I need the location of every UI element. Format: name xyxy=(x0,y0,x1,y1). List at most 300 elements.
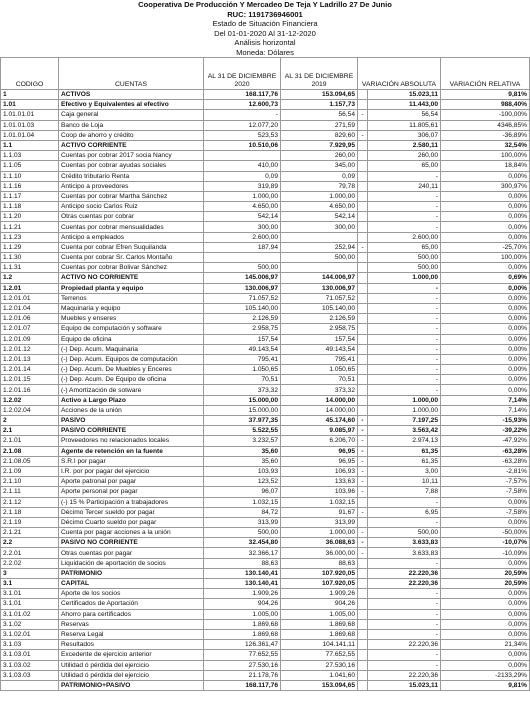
account-name: (-) Amortización de sotware xyxy=(59,385,204,395)
table-row xyxy=(1,670,530,680)
account-name: Caja general xyxy=(59,110,204,120)
table-row xyxy=(1,191,530,201)
account-code: 1.2.01.04 xyxy=(1,303,59,313)
variation-sign xyxy=(358,375,368,385)
table-row xyxy=(1,303,530,313)
amount-2019: 133,63 xyxy=(281,477,358,487)
account-name: Muebles y enseres xyxy=(59,314,204,324)
account-name: Anticipo a proveedores xyxy=(59,181,204,191)
variation-relative: 7,14% xyxy=(441,405,530,415)
variation-sign: - xyxy=(358,477,368,487)
variation-sign xyxy=(358,263,368,273)
account-code: 1.1.10 xyxy=(1,171,59,181)
variation-relative: 0,00% xyxy=(441,365,530,375)
account-name: Ahorro para certificados xyxy=(59,609,204,619)
variation-sign xyxy=(358,334,368,344)
account-name: (-) Dep. Acum. De Equipo de oficina xyxy=(59,375,204,385)
amount-2019: 2.958,75 xyxy=(281,324,358,334)
account-code: 1.2 xyxy=(1,273,59,283)
table-row xyxy=(1,497,530,507)
amount-2020: 103,93 xyxy=(204,466,281,476)
variation-relative: -10,09% xyxy=(441,548,530,558)
amount-2019: 88,63 xyxy=(281,558,358,568)
amount-2020: 1.869,68 xyxy=(204,619,281,629)
variation-sign xyxy=(358,568,368,578)
variation-sign xyxy=(358,629,368,639)
variation-relative: -2,81% xyxy=(441,466,530,476)
variation-absolute: 15.023,11 xyxy=(368,680,441,690)
table-row xyxy=(1,640,530,650)
col-header-2019: AL 31 DE DICIEMBRE 2019 xyxy=(281,58,358,90)
variation-relative: 100,00% xyxy=(441,151,530,161)
account-code: 1.2.01.07 xyxy=(1,324,59,334)
account-code: 3.1.03.02 xyxy=(1,660,59,670)
amount-2019: 260,00 xyxy=(281,151,358,161)
table-row xyxy=(1,680,530,690)
amount-2020: 130.006,97 xyxy=(204,283,281,293)
variation-sign xyxy=(358,619,368,629)
account-code: 3.1.02 xyxy=(1,619,59,629)
variation-absolute: 500,00 xyxy=(368,528,441,538)
amount-2019: 252,94 xyxy=(281,242,358,252)
amount-2019: 77.652,55 xyxy=(281,650,358,660)
account-name: Equipo de oficina xyxy=(59,334,204,344)
amount-2020: 5.522,55 xyxy=(204,426,281,436)
variation-relative: 0,00% xyxy=(441,324,530,334)
amount-2019: 1.909,26 xyxy=(281,589,358,599)
variation-relative: 0,00% xyxy=(441,344,530,354)
account-code: 1 xyxy=(1,90,59,100)
table-row xyxy=(1,334,530,344)
amount-2020: 10.510,06 xyxy=(204,140,281,150)
account-code: 1.2.01.15 xyxy=(1,375,59,385)
account-name: Reservas xyxy=(59,619,204,629)
variation-absolute: 1.000,00 xyxy=(368,395,441,405)
table-row xyxy=(1,151,530,161)
account-name: Resultados xyxy=(59,640,204,650)
amount-2020 xyxy=(204,253,281,263)
table-row xyxy=(1,385,530,395)
account-code: 2.1.19 xyxy=(1,517,59,527)
variation-sign xyxy=(358,100,368,110)
variation-relative: 20,59% xyxy=(441,579,530,589)
variation-relative: 21,34% xyxy=(441,640,530,650)
account-name: PASIVO NO CORRIENTE xyxy=(59,538,204,548)
amount-2019: 542,14 xyxy=(281,212,358,222)
amount-2020: 35,60 xyxy=(204,456,281,466)
account-code: 2.1.11 xyxy=(1,487,59,497)
account-code: 3.1.03 xyxy=(1,640,59,650)
variation-absolute: 22.220,36 xyxy=(368,568,441,578)
variation-relative: -63,28% xyxy=(441,456,530,466)
variation-sign xyxy=(358,202,368,212)
amount-2020: 1.869,68 xyxy=(204,629,281,639)
table-row xyxy=(1,517,530,527)
account-code: 1.01 xyxy=(1,100,59,110)
amount-2019: 103,96 xyxy=(281,487,358,497)
amount-2019: 1.869,68 xyxy=(281,629,358,639)
report-period: Del 01-01-2020 Al 31-12-2020 xyxy=(214,28,316,38)
variation-absolute: - xyxy=(368,517,441,527)
account-name: Cuentas por cobrar mensualidades xyxy=(59,222,204,232)
variation-sign: - xyxy=(358,416,368,426)
account-name: Equipo de computación y software xyxy=(59,324,204,334)
amount-2019: 1.869,68 xyxy=(281,619,358,629)
variation-relative: 0,00% xyxy=(441,202,530,212)
variation-relative: 0,00% xyxy=(441,222,530,232)
table-row xyxy=(1,528,530,538)
account-code: 2 xyxy=(1,416,59,426)
variation-sign xyxy=(358,344,368,354)
amount-2019: 153.094,65 xyxy=(281,90,358,100)
account-code: 2.1.12 xyxy=(1,497,59,507)
amount-2020: 1.000,00 xyxy=(204,191,281,201)
variation-relative: 9,81% xyxy=(441,680,530,690)
variation-sign xyxy=(358,599,368,609)
amount-2019: 107.920,05 xyxy=(281,568,358,578)
col-header-abs-variation: VARIACIÓN ABSOLUTA xyxy=(358,58,441,90)
amount-2019: 373,32 xyxy=(281,385,358,395)
variation-absolute: - xyxy=(368,589,441,599)
table-row xyxy=(1,100,530,110)
variation-sign: - xyxy=(358,110,368,120)
table-row xyxy=(1,324,530,334)
variation-sign xyxy=(358,181,368,191)
account-code: 3.1.01.02 xyxy=(1,609,59,619)
amount-2019: 1.041,60 xyxy=(281,670,358,680)
account-code: 1.1.05 xyxy=(1,161,59,171)
variation-relative: 0,00% xyxy=(441,589,530,599)
amount-2019: 153.094,65 xyxy=(281,680,358,690)
amount-2019: 313,99 xyxy=(281,517,358,527)
account-name: Otras cuentas por pagar xyxy=(59,548,204,558)
account-name: Proveedores no relacionados locales xyxy=(59,436,204,446)
amount-2019: 904,26 xyxy=(281,599,358,609)
amount-2020: 1.050,65 xyxy=(204,365,281,375)
variation-sign xyxy=(358,558,368,568)
variation-absolute: - xyxy=(368,324,441,334)
variation-relative: -15,93% xyxy=(441,416,530,426)
account-name: Cuenta por cobrar Sr. Carlos Montaño xyxy=(59,253,204,263)
variation-sign: - xyxy=(358,242,368,252)
account-name: Aporte personal por pagar xyxy=(59,487,204,497)
amount-2020: 2.126,59 xyxy=(204,314,281,324)
account-name: Cuentas por cobrar Bolivar Sánchez xyxy=(59,263,204,273)
amount-2020: 500,00 xyxy=(204,263,281,273)
account-name: Utilidad ó pérdida del ejercicio xyxy=(59,670,204,680)
account-code: 3.1 xyxy=(1,579,59,589)
report-title: Estado de Situación Financiera xyxy=(212,19,318,28)
table-row xyxy=(1,242,530,252)
amount-2020: 88,63 xyxy=(204,558,281,568)
account-code: 1.2.01.12 xyxy=(1,344,59,354)
variation-sign xyxy=(358,171,368,181)
amount-2020: 12.077,20 xyxy=(204,120,281,130)
variation-absolute: 22.220,36 xyxy=(368,670,441,680)
table-row xyxy=(1,354,530,364)
amount-2020: 70,51 xyxy=(204,375,281,385)
variation-relative: 0,00% xyxy=(441,334,530,344)
variation-sign: - xyxy=(358,446,368,456)
variation-sign xyxy=(358,293,368,303)
variation-absolute: 240,11 xyxy=(368,181,441,191)
variation-absolute: 22.220,36 xyxy=(368,640,441,650)
variation-absolute: 7.197,25 xyxy=(368,416,441,426)
variation-sign xyxy=(358,680,368,690)
variation-relative: 300,97% xyxy=(441,181,530,191)
amount-2020: 168.117,76 xyxy=(204,90,281,100)
table-row xyxy=(1,395,530,405)
amount-2020: 96,07 xyxy=(204,487,281,497)
account-name: Cuenta por pagar acciones a la unión xyxy=(59,528,204,538)
table-row xyxy=(1,181,530,191)
amount-2019: 104.141,11 xyxy=(281,640,358,650)
amount-2020: 84,72 xyxy=(204,507,281,517)
account-name: PATRIMONIO xyxy=(59,568,204,578)
variation-sign xyxy=(358,609,368,619)
table-row xyxy=(1,568,530,578)
amount-2020: 2.958,75 xyxy=(204,324,281,334)
variation-sign xyxy=(358,212,368,222)
variation-absolute: - xyxy=(368,303,441,313)
variation-sign: - xyxy=(358,548,368,558)
variation-absolute: - xyxy=(368,629,441,639)
amount-2019: 9.085,97 xyxy=(281,426,358,436)
amount-2019: 1.050,65 xyxy=(281,365,358,375)
variation-absolute: 3,00 xyxy=(368,466,441,476)
table-row xyxy=(1,273,530,283)
amount-2020: 21.178,76 xyxy=(204,670,281,680)
amount-2020: 168.117,76 xyxy=(204,680,281,690)
amount-2020: 15.000,00 xyxy=(204,395,281,405)
variation-absolute: - xyxy=(368,334,441,344)
amount-2020: 3.232,57 xyxy=(204,436,281,446)
variation-absolute: 10,11 xyxy=(368,477,441,487)
account-code: 3.1.02.01 xyxy=(1,629,59,639)
amount-2019: 71.057,52 xyxy=(281,293,358,303)
amount-2020: 300,00 xyxy=(204,222,281,232)
currency-line: Moneda: Dólares xyxy=(236,47,294,57)
variation-relative: 0,00% xyxy=(441,619,530,629)
account-name: Reserva Legal xyxy=(59,629,204,639)
variation-relative: 0,00% xyxy=(441,171,530,181)
account-name: Cuentas por cobrar ayudas sociales xyxy=(59,161,204,171)
variation-absolute: - xyxy=(368,212,441,222)
amount-2020: 126.361,47 xyxy=(204,640,281,650)
variation-sign xyxy=(358,497,368,507)
amount-2020: 27.530,16 xyxy=(204,660,281,670)
account-name: (-) 15 % Participación a trabajadores xyxy=(59,497,204,507)
variation-sign xyxy=(358,405,368,415)
variation-absolute: 1.000,00 xyxy=(368,273,441,283)
table-row xyxy=(1,507,530,517)
account-name: Aporte patronal por pagar xyxy=(59,477,204,487)
variation-absolute: 1.000,00 xyxy=(368,405,441,415)
account-code: 2.1.21 xyxy=(1,528,59,538)
account-code: 1.1.17 xyxy=(1,191,59,201)
variation-sign xyxy=(358,314,368,324)
amount-2019: 36.000,00 xyxy=(281,548,358,558)
amount-2019: 1.000,00 xyxy=(281,528,358,538)
table-row xyxy=(1,436,530,446)
variation-sign xyxy=(358,395,368,405)
amount-2020: 15.000,00 xyxy=(204,405,281,415)
account-name: Maquinaria y equipo xyxy=(59,303,204,313)
variation-relative: -36,89% xyxy=(441,130,530,140)
variation-sign: - xyxy=(358,528,368,538)
variation-sign xyxy=(358,151,368,161)
amount-2019: 7.929,95 xyxy=(281,140,358,150)
table-row xyxy=(1,253,530,263)
variation-sign: - xyxy=(358,436,368,446)
variation-absolute: 3.633,83 xyxy=(368,538,441,548)
amount-2020: 105.140,00 xyxy=(204,303,281,313)
account-code: 1.2.01.01 xyxy=(1,293,59,303)
variation-relative: 0,00% xyxy=(441,629,530,639)
variation-sign xyxy=(358,640,368,650)
amount-2020: 1.005,00 xyxy=(204,609,281,619)
table-row xyxy=(1,619,530,629)
amount-2019: 96,95 xyxy=(281,456,358,466)
variation-relative: 7,14% xyxy=(441,395,530,405)
table-row xyxy=(1,130,530,140)
variation-absolute: - xyxy=(368,202,441,212)
variation-sign xyxy=(358,120,368,130)
variation-sign: - xyxy=(358,538,368,548)
variation-absolute: 15.023,11 xyxy=(368,90,441,100)
variation-sign: - xyxy=(358,507,368,517)
variation-absolute: 260,00 xyxy=(368,151,441,161)
amount-2019: 27.530,16 xyxy=(281,660,358,670)
variation-absolute: 11.443,00 xyxy=(368,100,441,110)
table-row xyxy=(1,263,530,273)
variation-absolute: 61,35 xyxy=(368,456,441,466)
account-name: Coop de ahorro y crédito xyxy=(59,130,204,140)
amount-2019 xyxy=(281,232,358,242)
table-row xyxy=(1,589,530,599)
table-row xyxy=(1,487,530,497)
variation-absolute: - xyxy=(368,365,441,375)
table-row xyxy=(1,344,530,354)
amount-2019: 829,60 xyxy=(281,130,358,140)
variation-relative: -2133,29% xyxy=(441,670,530,680)
table-row xyxy=(1,375,530,385)
variation-absolute: - xyxy=(368,344,441,354)
account-code: 1.1.20 xyxy=(1,212,59,222)
variation-relative: 0,00% xyxy=(441,650,530,660)
amount-2019: 4.650,00 xyxy=(281,202,358,212)
variation-sign xyxy=(358,232,368,242)
account-code: 3 xyxy=(1,568,59,578)
variation-absolute: - xyxy=(368,650,441,660)
amount-2020: 1.032,15 xyxy=(204,497,281,507)
account-code: 2.2.02 xyxy=(1,558,59,568)
account-code: 3.1.03.01 xyxy=(1,650,59,660)
amount-2020: 123,52 xyxy=(204,477,281,487)
amount-2020: 35,60 xyxy=(204,446,281,456)
variation-absolute: - xyxy=(368,385,441,395)
account-name: Acciones de la unión xyxy=(59,405,204,415)
table-row xyxy=(1,629,530,639)
variation-absolute: 65,00 xyxy=(368,242,441,252)
variation-absolute: 22.220,36 xyxy=(368,579,441,589)
amount-2019: 1.005,00 xyxy=(281,609,358,619)
account-name: Excedente de ejercicio anterior xyxy=(59,650,204,660)
variation-relative: -50,00% xyxy=(441,528,530,538)
account-name: Efectivo y Equivalentes al efectivo xyxy=(59,100,204,110)
variation-relative: -25,70% xyxy=(441,242,530,252)
col-header-code: CODIGO xyxy=(1,58,59,90)
amount-2019: 14.000,00 xyxy=(281,395,358,405)
table-row xyxy=(1,609,530,619)
balance-table xyxy=(0,57,530,691)
table-row xyxy=(1,477,530,487)
table-row xyxy=(1,212,530,222)
table-row xyxy=(1,171,530,181)
variation-relative: 0,00% xyxy=(441,293,530,303)
variation-absolute: 56,54 xyxy=(368,110,441,120)
table-row xyxy=(1,558,530,568)
table-row xyxy=(1,650,530,660)
account-name: Aporte de los socios xyxy=(59,589,204,599)
amount-2019: 91,67 xyxy=(281,507,358,517)
amount-2020: 37.977,35 xyxy=(204,416,281,426)
variation-relative: 0,00% xyxy=(441,314,530,324)
variation-relative: 0,00% xyxy=(441,354,530,364)
amount-2019: 0,09 xyxy=(281,171,358,181)
table-row xyxy=(1,202,530,212)
table-row xyxy=(1,293,530,303)
amount-2019: 6.206,70 xyxy=(281,436,358,446)
amount-2020: 32.366,17 xyxy=(204,548,281,558)
account-name: ACTIVO NO CORRIENTE xyxy=(59,273,204,283)
account-code xyxy=(1,680,59,690)
account-code: 1.1.16 xyxy=(1,181,59,191)
variation-sign xyxy=(358,222,368,232)
account-code: 1.2.02.04 xyxy=(1,405,59,415)
variation-sign: - xyxy=(358,466,368,476)
account-code: 1.01.01.03 xyxy=(1,120,59,130)
amount-2019: 79,78 xyxy=(281,181,358,191)
table-row xyxy=(1,232,530,242)
variation-absolute: 3.563,42 xyxy=(368,426,441,436)
variation-relative: -7,58% xyxy=(441,507,530,517)
account-code: 3.1.03.03 xyxy=(1,670,59,680)
variation-relative: -7,57% xyxy=(441,477,530,487)
variation-relative: 0,00% xyxy=(441,303,530,313)
amount-2019: 500,00 xyxy=(281,253,358,263)
table-row xyxy=(1,416,530,426)
account-name: PASIVO CORRIENTE xyxy=(59,426,204,436)
account-name: Décimo Cuarto sueldo por pagar xyxy=(59,517,204,527)
amount-2019: 1.032,15 xyxy=(281,497,358,507)
amount-2019: 345,00 xyxy=(281,161,358,171)
amount-2020: 130.140,41 xyxy=(204,579,281,589)
col-header-2020: AL 31 DE DICIEMBRE 2020 xyxy=(204,58,281,90)
account-name: Banco de Loja xyxy=(59,120,204,130)
variation-absolute: 65,00 xyxy=(368,161,441,171)
variation-relative: -39,22% xyxy=(441,426,530,436)
account-name: (-) Dep. Acum. Equipos de computación xyxy=(59,354,204,364)
variation-sign xyxy=(358,90,368,100)
variation-absolute: - xyxy=(368,354,441,364)
account-name: Propiedad planta y equipo xyxy=(59,283,204,293)
table-row xyxy=(1,365,530,375)
company-title: Cooperativa De Producción Y Mercadeo De Teja Y Ladrillo 27 De Junio xyxy=(138,0,392,9)
account-code: 1.2.01 xyxy=(1,283,59,293)
account-code: 2.1.10 xyxy=(1,477,59,487)
variation-relative: 0,00% xyxy=(441,212,530,222)
